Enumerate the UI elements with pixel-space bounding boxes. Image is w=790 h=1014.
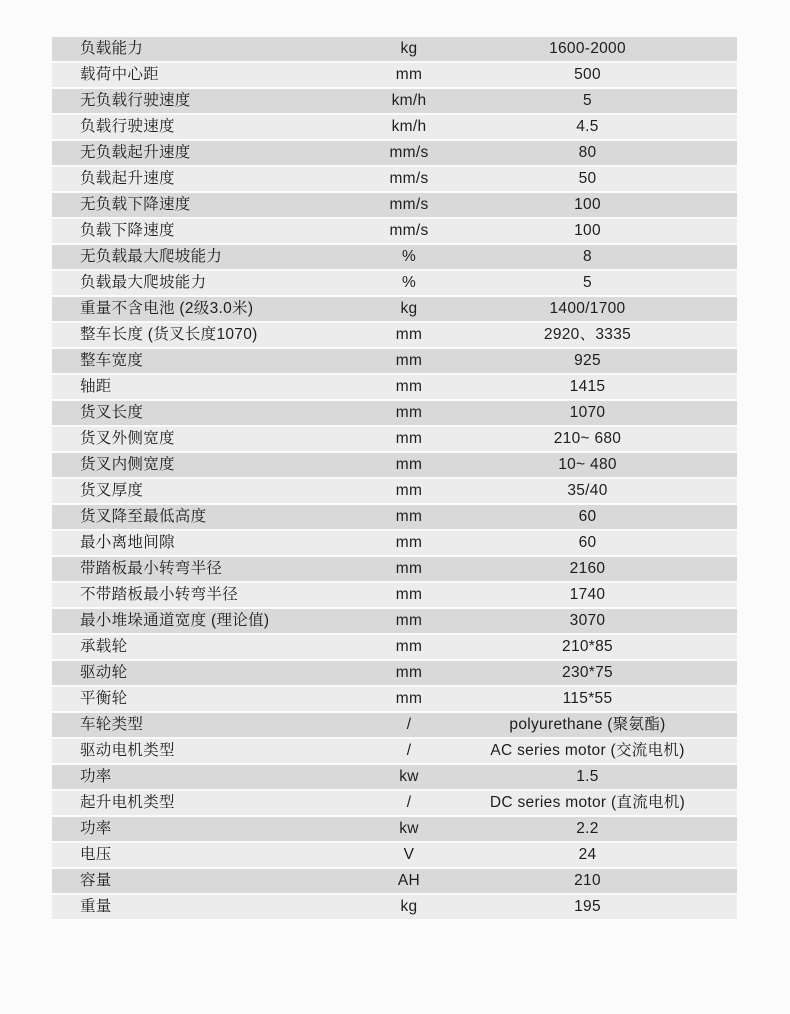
spec-unit-cell: mm	[395, 404, 423, 421]
spec-unit-cell: km/h	[391, 118, 427, 135]
spec-row	[52, 713, 737, 737]
spec-value-cell: 8	[583, 248, 592, 265]
spec-name-cell: 整车宽度	[80, 352, 144, 369]
spec-name-cell: 重量不含电池 (2级3.0米)	[80, 300, 254, 317]
spec-name-cell: 货叉外侧宽度	[80, 430, 175, 447]
spec-unit-cell: mm	[395, 482, 423, 499]
spec-unit-cell: km/h	[391, 92, 427, 109]
spec-name-cell: 无负载行驶速度	[80, 92, 191, 109]
spec-name-cell: 载荷中心距	[80, 66, 160, 83]
spec-value-cell: 5	[583, 92, 592, 109]
spec-row	[52, 895, 737, 919]
spec-row	[52, 37, 737, 61]
spec-name-cell: 无负载起升速度	[80, 144, 191, 161]
spec-value-cell: 1.5	[576, 768, 599, 785]
spec-name-cell: 负载能力	[80, 40, 144, 57]
spec-row	[52, 531, 737, 555]
spec-unit-cell: mm	[395, 534, 423, 551]
spec-value-cell: 1415	[569, 378, 606, 395]
spec-unit-cell: mm/s	[389, 196, 429, 213]
spec-row	[52, 635, 737, 659]
spec-row	[52, 219, 737, 243]
spec-unit-cell: /	[406, 716, 412, 733]
spec-name-cell: 容量	[80, 872, 112, 889]
spec-value-cell: 35/40	[567, 482, 608, 499]
spec-value-cell: 925	[574, 352, 601, 369]
spec-name-cell: 负载最大爬坡能力	[80, 274, 207, 291]
spec-value-cell: 4.5	[576, 118, 599, 135]
spec-unit-cell: kw	[399, 820, 419, 837]
spec-unit-cell: mm	[395, 664, 423, 681]
spec-row	[52, 115, 737, 139]
spec-value-cell: 80	[578, 144, 597, 161]
spec-name-cell: 负载下降速度	[80, 222, 175, 239]
spec-row	[52, 869, 737, 893]
spec-value-cell: polyurethane (聚氨酯)	[509, 716, 666, 733]
spec-value-cell: 210	[574, 872, 601, 889]
spec-unit-cell: %	[401, 248, 417, 265]
spec-row	[52, 297, 737, 321]
spec-value-cell: 2160	[569, 560, 606, 577]
spec-unit-cell: AH	[397, 872, 421, 889]
spec-row	[52, 375, 737, 399]
spec-row	[52, 89, 737, 113]
spec-value-cell: 210~ 680	[553, 430, 622, 447]
spec-value-cell: 210*85	[562, 638, 613, 655]
spec-table	[52, 37, 737, 921]
spec-row	[52, 401, 737, 425]
spec-value-cell: 1740	[569, 586, 606, 603]
spec-value-cell: 60	[578, 534, 597, 551]
spec-name-cell: 重量	[80, 898, 112, 915]
spec-unit-cell: mm	[395, 456, 423, 473]
spec-row	[52, 739, 737, 763]
spec-unit-cell: mm/s	[389, 222, 429, 239]
spec-name-cell: 承载轮	[80, 638, 128, 655]
spec-value-cell: 24	[578, 846, 597, 863]
spec-row	[52, 661, 737, 685]
spec-value-cell: 3070	[569, 612, 606, 629]
spec-row	[52, 817, 737, 841]
spec-unit-cell: %	[401, 274, 417, 291]
spec-name-cell: 车轮类型	[80, 716, 144, 733]
spec-unit-cell: mm	[395, 690, 423, 707]
spec-unit-cell: mm	[395, 508, 423, 525]
spec-value-cell: 1600-2000	[549, 40, 626, 57]
spec-row	[52, 271, 737, 295]
spec-row	[52, 687, 737, 711]
spec-unit-cell: mm	[395, 638, 423, 655]
spec-value-cell: 10~ 480	[558, 456, 617, 473]
spec-value-cell: 100	[574, 222, 601, 239]
spec-name-cell: 无负载下降速度	[80, 196, 191, 213]
spec-name-cell: 最小堆垛通道宽度 (理论值)	[80, 612, 270, 629]
spec-name-cell: 整车长度 (货叉长度1070)	[80, 326, 258, 343]
spec-name-cell: 货叉厚度	[80, 482, 144, 499]
spec-name-cell: 轴距	[80, 378, 112, 395]
spec-row	[52, 609, 737, 633]
spec-unit-cell: /	[406, 742, 412, 759]
spec-unit-cell: mm	[395, 352, 423, 369]
spec-row	[52, 583, 737, 607]
spec-unit-cell: mm	[395, 378, 423, 395]
spec-row	[52, 349, 737, 373]
spec-name-cell: 货叉长度	[80, 404, 144, 421]
spec-row	[52, 557, 737, 581]
spec-value-cell: 60	[578, 508, 597, 525]
spec-value-cell: 195	[574, 898, 601, 915]
spec-unit-cell: mm/s	[389, 170, 429, 187]
spec-value-cell: 100	[574, 196, 601, 213]
spec-unit-cell: mm	[395, 326, 423, 343]
spec-name-cell: 驱动电机类型	[80, 742, 175, 759]
spec-row	[52, 193, 737, 217]
spec-unit-cell: kg	[400, 300, 418, 317]
spec-value-cell: 2920、3335	[543, 326, 632, 343]
spec-name-cell: 起升电机类型	[80, 794, 175, 811]
spec-value-cell: AC series motor (交流电机)	[490, 742, 685, 759]
spec-unit-cell: mm/s	[389, 144, 429, 161]
spec-unit-cell: V	[403, 846, 415, 863]
spec-name-cell: 负载起升速度	[80, 170, 175, 187]
spec-row	[52, 427, 737, 451]
spec-name-cell: 最小离地间隙	[80, 534, 175, 551]
spec-name-cell: 功率	[80, 768, 112, 785]
spec-value-cell: 2.2	[576, 820, 599, 837]
spec-unit-cell: mm	[395, 586, 423, 603]
spec-unit-cell: mm	[395, 560, 423, 577]
spec-unit-cell: kw	[399, 768, 419, 785]
spec-name-cell: 驱动轮	[80, 664, 128, 681]
spec-unit-cell: kg	[400, 40, 418, 57]
spec-value-cell: 50	[578, 170, 597, 187]
spec-row	[52, 245, 737, 269]
spec-value-cell: 1070	[569, 404, 606, 421]
spec-name-cell: 电压	[80, 846, 112, 863]
spec-value-cell: 1400/1700	[549, 300, 626, 317]
spec-unit-cell: /	[406, 794, 412, 811]
spec-row	[52, 63, 737, 87]
spec-value-cell: 115*55	[562, 690, 613, 707]
spec-unit-cell: mm	[395, 66, 423, 83]
spec-unit-cell: mm	[395, 612, 423, 629]
spec-value-cell: DC series motor (直流电机)	[489, 794, 686, 811]
spec-name-cell: 功率	[80, 820, 112, 837]
spec-row	[52, 765, 737, 789]
spec-name-cell: 不带踏板最小转弯半径	[80, 586, 239, 603]
spec-name-cell: 货叉降至最低高度	[80, 508, 207, 525]
spec-row	[52, 479, 737, 503]
spec-value-cell: 5	[583, 274, 592, 291]
spec-name-cell: 带踏板最小转弯半径	[80, 560, 223, 577]
spec-name-cell: 平衡轮	[80, 690, 128, 707]
spec-name-cell: 无负载最大爬坡能力	[80, 248, 223, 265]
spec-unit-cell: kg	[400, 898, 418, 915]
spec-row	[52, 505, 737, 529]
spec-row	[52, 453, 737, 477]
spec-unit-cell: mm	[395, 430, 423, 447]
spec-name-cell: 负载行驶速度	[80, 118, 175, 135]
spec-row	[52, 167, 737, 191]
spec-value-cell: 500	[574, 66, 601, 83]
spec-row	[52, 323, 737, 347]
spec-name-cell: 货叉内侧宽度	[80, 456, 175, 473]
spec-row	[52, 791, 737, 815]
spec-row	[52, 843, 737, 867]
spec-row	[52, 141, 737, 165]
spec-value-cell: 230*75	[562, 664, 613, 681]
